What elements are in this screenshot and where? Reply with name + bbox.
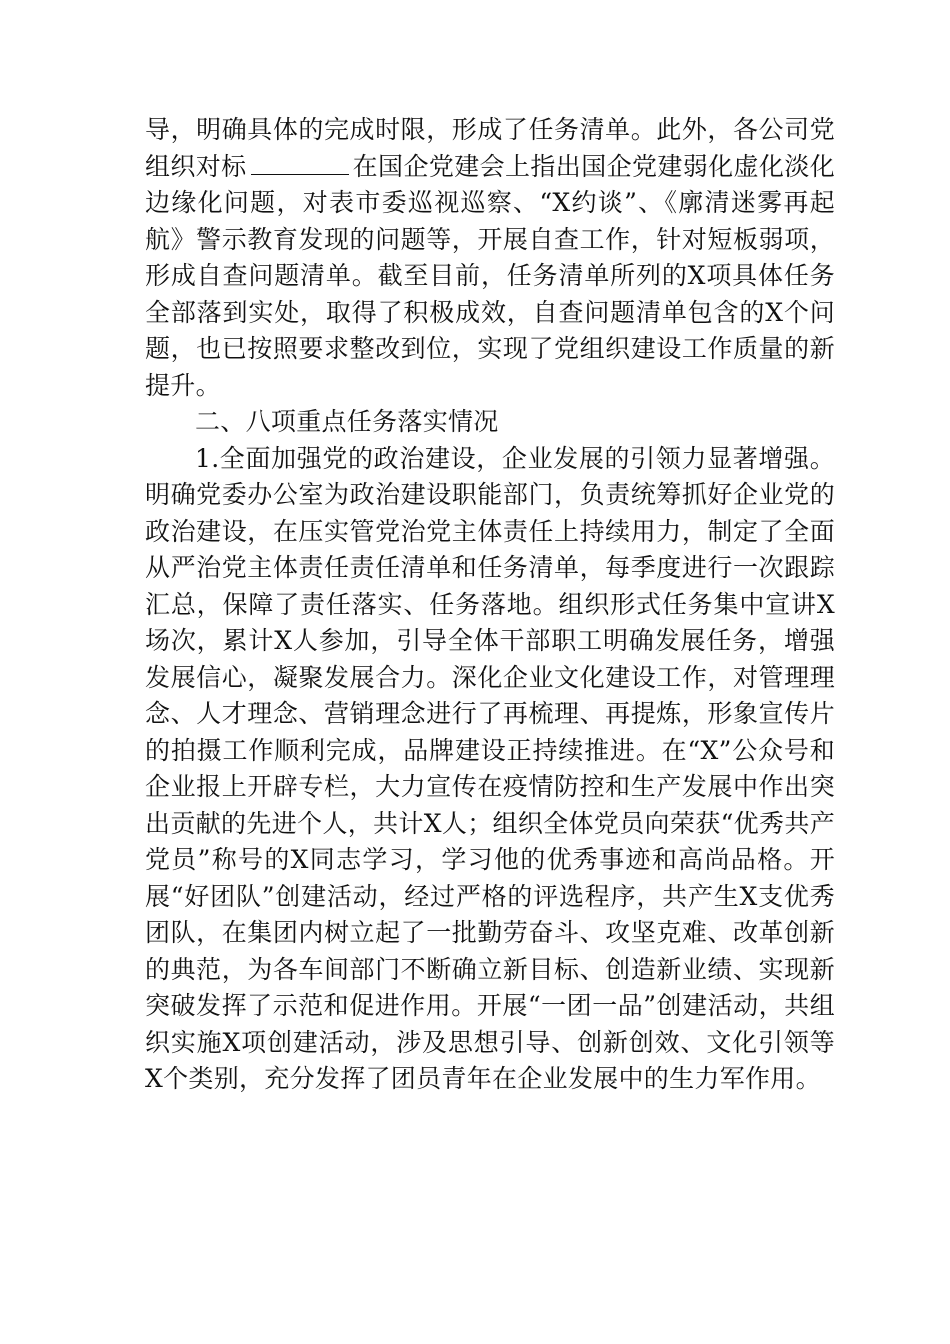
blank-underline [251, 150, 349, 175]
paragraph-text-part2: 在国企党建会上指出国企党建弱化虚化淡化边缘化问题，对表市委巡视巡察、“X约谈”、《廓清迷雾再起航》警示教育发现的问题等，开展自查工作，针对短板弱项，形成自查问题清单。截至目前，任务清单所列的X项具体任务全部落到实处，取得了积极成效，自查问题清单包含的X个问题，也已按照要求整改到位，实现了党组织建设工作质量的新提升。 [145, 151, 836, 400]
paragraph-text-part1: 导，明确具体的完成时限，形成了任务清单。此外，各公司党组织对标 [145, 115, 835, 181]
document-page [145, 112, 835, 1098]
paragraph-continuation [145, 112, 835, 404]
paragraph-task-1: 1.全面加强党的政治建设，企业发展的引领力显著增强。明确党委办公室为政治建设职能部门，负责统筹抓好企业党的政治建设，在压实管党治党主体责任上持续用力，制定了全面从严治党主体责任责任清单和任务清单，每季度进行一次跟踪汇总，保障了责任落实、任务落地。组织形式任务集中宣讲X场次，累计X人参加，引导全体干部职工明确发展任务，增强发展信心，凝聚发展合力。深化企业文化建设工作，对管理理念、人才理念、营销理念进行了再梳理、再提炼，形象宣传片的拍摄工作顺利完成，品牌建设正持续推进。在“X”公众号和企业报上开辟专栏，大力宣传在疫情防控和生产发展中作出突出贡献的先进个人，共计X人；组织全体党员向荣获“优秀共产党员”称号的X同志学习，学习他的优秀事迹和高尚品格。开展“好团队”创建活动，经过严格的评选程序，共产生X支优秀团队，在集团内树立起了一批勤劳奋斗、攻坚克难、改革创新的典范，为各车间部门不断确立新目标、创造新业绩、实现新突破发挥了示范和促进作用。开展“一团一品”创建活动，共组织实施X项创建活动，涉及思想引导、创新创效、文化引领等X个类别，充分发挥了团员青年在企业发展中的生力军作用。 [145, 443, 835, 1093]
section-heading: 二、八项重点任务落实情况 [195, 407, 499, 436]
